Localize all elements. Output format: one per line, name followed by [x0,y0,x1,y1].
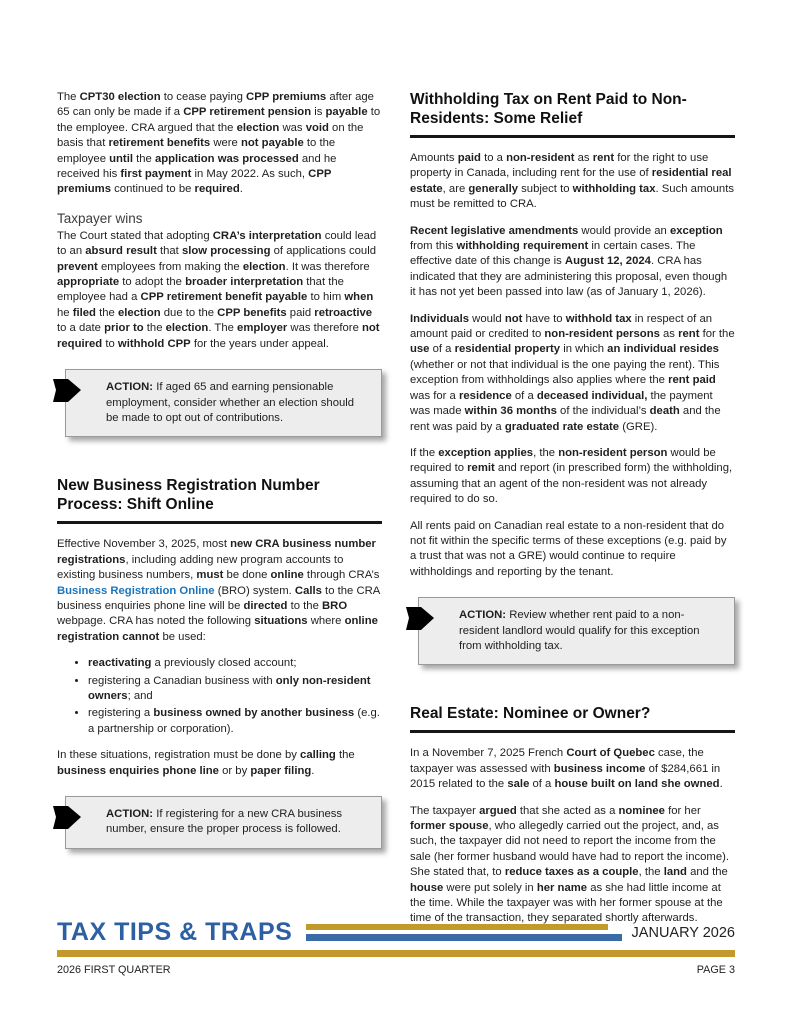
gold-divider-bar [57,950,735,957]
new-business-registration-heading: New Business Registration Number Process: Shift Online [57,476,382,524]
list-item: • registering a business owned by another business (e.g. a partnership or corporation). [88,706,382,737]
bro-followup-paragraph: In these situations, registration must be done by calling the business enquiries phone line or by paper filing. [57,749,355,777]
action-box-text: ACTION: Review whether rent paid to a non-resident landlord would qualify for this exception from withholding tax. [459,609,700,652]
issue-date-label: JANUARY 2026 [631,924,735,941]
withholding-paragraph-2: Recent legislative amendments would provide an exception from this withholding requirement in certain cases. The effective date of this change is August 12, 2024. CRA has indicated that they are administering this proposal, even though it has not yet been passed into law (as of January 1, 2026). [410,224,728,299]
masthead-rule-bars [306,924,621,941]
withholding-paragraph-4: If the exception applies, the non-resident person would be required to remit and report (in prescribed form) the withholding, assuming that an agent of the non-resident was not already required to do so. [410,446,733,506]
taxpayer-wins-paragraph: The Court stated that adopting CRA’s interpretation could lead to an absurd result that slow processing of applications could prevent employees from making the election. It was therefore appropriate to adopt the broader interpretation that the employee had a CPP retirement benefit payable to him when he filed the election due to the CPP benefits paid retroactive to a date prior to the election. The employer was therefore not required to withhold CPP for the years under appeal. [57,229,380,350]
withholding-paragraph-1: Amounts paid to a non-resident as rent for the right to use property in Canada, including rent for the use of residential real estate, are generally subject to withholding tax. Such amounts must be remitted to CRA. [410,152,734,211]
action-box-bro [65,796,382,849]
real-estate-paragraph-2: The taxpayer argued that she acted as a nominee for her former spouse, who allegedly carried out the project, and, as such, the taxpayer did not need to report the income from the sale (her former husband would have had to report the income). She stated that, to reduce taxes as a couple, the land and the house were put solely in her name as she had little income at the time. While the taxpayer was with her former spouse at the time of the transaction, they separated shortly afterwards. [410,804,729,925]
real-estate-paragraph-1: In a November 7, 2025 French Court of Quebec case, the taxpayer was assessed with business income of $284,661 in 2015 related to the sale of a house built on land she owned. [410,747,723,791]
bro-exception-list [57,656,382,737]
business-registration-online-link[interactable]: Business Registration Online [57,584,215,597]
withholding-paragraph-3: Individuals would not have to withhold tax in respect of an amount paid or credited to non-resident persons as rent for the use of a residential property in which an individual resides (whether or not that individual is the one paying the rent). This exception from withholdings also applies where the rent paid was for a residence of a deceased individual, the payment was made within 36 months of the individual’s death and the rent was paid by a graduated rate estate (GRE). [410,312,735,433]
left-column [57,90,382,938]
action-box-text: ACTION: If aged 65 and earning pensionable employment, consider whether an election should be made to opt out of contributions. [106,381,355,424]
taxpayer-wins-subheading: Taxpayer wins [57,210,143,226]
cpt30-paragraph: The CPT30 election to cease paying CPP premiums after age 65 can only be made if a CPP retirement pension is payable to the employee. CRA argued that the election was void on the basis that retirement benefits were not payable to the employee until the application was processed and he received his first payment in May 2022. As such, CPP premiums continued to be required. [57,91,381,196]
tax-tips-traps-logo: TAX TIPS & TRAPS [57,918,293,946]
action-arrow-icon [53,806,81,829]
right-column [410,90,735,938]
withholding-paragraph-5: All rents paid on Canadian real estate to a non-resident that do not fit within the specific terms of these exceptions (e.g. paid by a trust that was not a GRE) would continue to require withholdings and reporting by the tenant. [410,519,727,578]
footer-info-row [57,964,735,976]
action-box-text: ACTION: If registering for a new CRA business number, ensure the proper process is followed. [106,808,343,836]
action-box-withholding [418,597,735,665]
action-arrow-icon [406,607,434,630]
list-item: • registering a Canadian business with only non-resident owners; and [88,674,382,705]
quarter-label: 2026 FIRST QUARTER [57,964,171,976]
bro-paragraph: Effective November 3, 2025, most new CRA business number registrations, including adding new program accounts to existing business numbers, must be done online through CRA’s Business Registration Online (BRO) system. Calls to the CRA business enquiries phone line will be directed to the BRO webpage. CRA has noted the following situations where online registration cannot be used: [57,538,380,643]
list-item: • reactivating a previously closed account; [88,656,382,671]
gold-rule-bar [306,924,607,930]
footer-masthead-row [57,920,735,945]
real-estate-heading: Real Estate: Nominee or Owner? [410,704,735,733]
blue-rule-bar [306,934,621,941]
article-spacer [410,691,735,704]
article-spacer [57,463,382,476]
action-arrow-icon [53,379,81,402]
page-footer [57,920,735,976]
withholding-tax-heading: Withholding Tax on Rent Paid to Non-Residents: Some Relief [410,90,735,138]
action-box-cpp [65,369,382,437]
content-columns [57,90,735,938]
page-number-label: PAGE 3 [696,964,735,976]
